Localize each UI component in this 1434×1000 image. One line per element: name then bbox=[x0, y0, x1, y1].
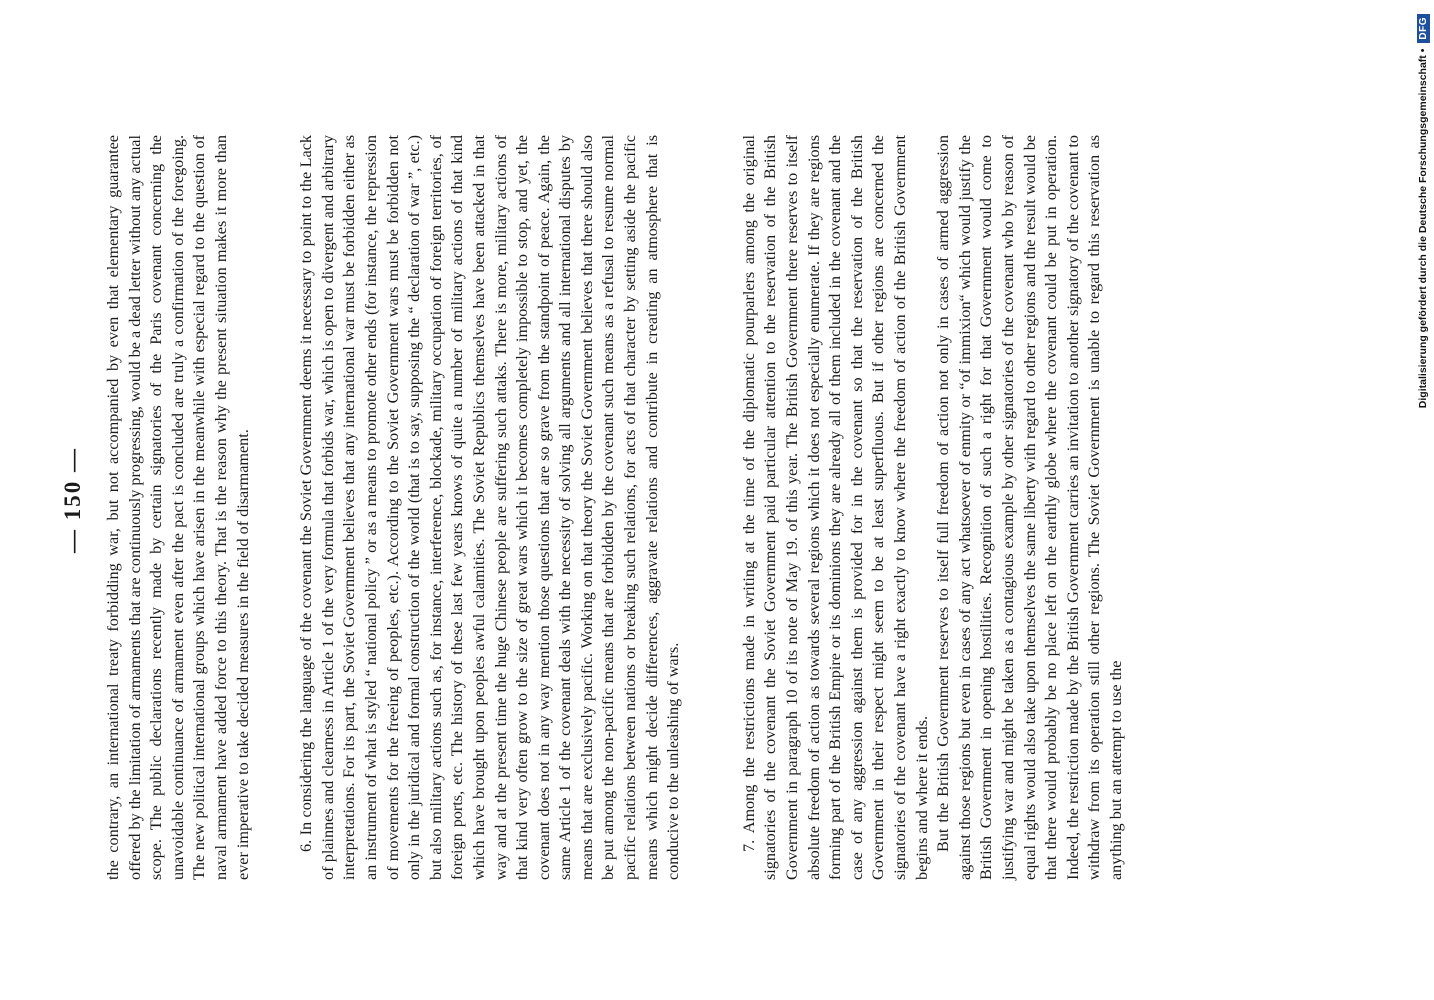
paragraph-6: 6. In considering the language of the covenant the Soviet Government deems it necessary to point to the Lack of plainnes and clearness in Article 1 of the very formula that forbids war, which is open to divergent and arbitrary interpretations. For its part, the Soviet Government believes that any international war must be forbidden either as an instrument of what is styled “ national policy ” or as a means to promote other ends (for instance, the repression of movements for the freeing of peoples, etc.). According to the Soviet Government wars must be forbidden not only in the juridical and formal construction of the world (that is to say, supposing the “ declaration of war ”, etc.) but also military actions such as, for instance, interference, blockade, military occupation of foreign territories, of foreign ports, etc. The history of these last few years knows of quite a number of military actions of that kind which have brought upon peoples awful calamities. The Soviet Republics themselves have been attacked in that way and at the present time the huge Chinese people are suffering such attaks. There is more, military actions of that kind very often grow to the size of great wars which it becomes completely impossible to stop, and yet, the covenant does not in any way mention those questions that are so grave from the standpoint of peace. Again, the same Article 1 of the covenant deals with the necessity of solving all arguments and all international disputes by means that are exclusively pacific. Working on that theory the Soviet Government believes that there should also be put among the non-pacific means that are forbidden by the covenant such means as a refusal to resume normal pacific relations between nations or breaking such relations, for acts of that character by setting aside the pacific means which might decide differences, aggravate relations and contribute in creating an atmosphere that is conducive to the unleashing of wars. bbox=[297, 135, 683, 880]
dfg-logo-icon: DFG bbox=[1417, 14, 1430, 43]
credit-text: Digitalisierung gefördert durch die Deutsche Forschungsgemeinschaft • bbox=[1417, 48, 1429, 409]
digitization-credit bbox=[1412, 0, 1434, 1000]
paragraph-continuation: the contrary, an international treaty forbidding war, but not accompanied by even that elementary guarantee offered by the limitation of armaments that are continuously progressing, would be a dead letter without any actual scope. The public declarations recently made by certain signatories of the Paris covenant concerning the unavoidable continuance of armament even after the pact is concluded are truly a confirmation of the foregoing. The new political international groups which have arisen in the meanwhile with especial regard to the question of naval armament have added force to this theory. That is the reason why the present situation makes it more than ever imperative to take decided measures in the field of disarmament. bbox=[104, 135, 252, 880]
page-number: — 150 — bbox=[60, 447, 85, 553]
text-block bbox=[103, 135, 1128, 880]
paragraph-8: But the British Government reserves to itself full freedom of action not only in cases of armed aggression against those regions but even in cases of any act whatsoever of enmity or “of immixion“ which would justify the British Government in opening hostilities. Recognition of such a right for that Government would come to justifying war and might be taken as a contagious example by other signatories of the covenant who by reason of equal rights would also take upon themselves the same liberty with regard to other regions and the result would be that there would probably be no place left on the earthly globe where the covenant could be put in operation. Indeed, the restriction made by the British Government carries an invitation to another signatory of the covenant to withdraw from its operation still other regions. The Soviet Government is unable to regard this reservation as anything but an attempt to use the bbox=[934, 135, 1125, 880]
paragraph-gap bbox=[685, 135, 739, 880]
paragraph-gap bbox=[254, 135, 296, 880]
paragraph-7: 7. Among the restrictions made in writing at the time of the diplomatic pourparlers among the original signatories of the covenant the Soviet Government paid particular attention to the reservation of the British Government in paragraph 10 of its note of May 19. of this year. The British Government there reserves to itself absolute freedom of action as towards several regions which it does not especially enumerate. If they are regions forming part of the British Empire or its dominions they are already all of them included in the covenant and the case of any aggression against them is provided for in the covenant so that the reservation of the British Government in their respect might seem to be at least superfluous. But if other regions are concerned the signatories of the covenant have a right exactly to know where the freedom of action of the British Government begins and where it ends. bbox=[739, 135, 931, 880]
